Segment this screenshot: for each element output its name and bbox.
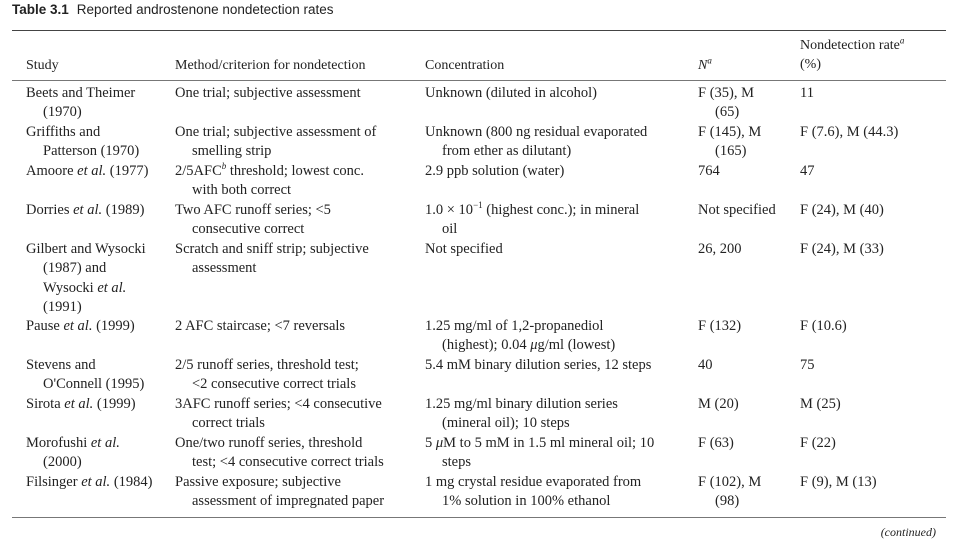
method-line: <2 consecutive correct trials bbox=[192, 376, 356, 393]
n-line: (98) bbox=[715, 493, 740, 510]
method-line bbox=[175, 163, 364, 179]
method-line: Passive exposure; subjective bbox=[175, 474, 341, 490]
conc-exponent: −1 bbox=[473, 200, 483, 211]
method-line: 2/5 runoff series, threshold test; bbox=[175, 357, 359, 373]
cell-method: 2 AFC staircase; <7 reversals bbox=[175, 318, 346, 334]
conc-line: (mineral oil); 10 steps bbox=[442, 415, 570, 432]
study-etal: et al. bbox=[63, 318, 93, 334]
cell-concentration bbox=[425, 434, 654, 473]
cell-study bbox=[26, 84, 135, 123]
study-author: Pause bbox=[26, 318, 60, 334]
study-line: (1991) bbox=[43, 298, 82, 315]
cell-study bbox=[26, 356, 144, 395]
method-line: smelling strip bbox=[192, 143, 272, 160]
cell-study bbox=[26, 162, 148, 181]
study-year: (1977) bbox=[109, 163, 149, 179]
cell-concentration bbox=[425, 201, 639, 240]
header-rate bbox=[800, 36, 904, 74]
study-line bbox=[26, 279, 146, 298]
cell-rate: 11 bbox=[800, 85, 814, 101]
method-note: b bbox=[221, 161, 227, 172]
cell-rate: F (22) bbox=[800, 435, 836, 451]
study-year: (1999) bbox=[96, 396, 136, 412]
header-n bbox=[698, 56, 712, 75]
cell-method bbox=[175, 240, 369, 279]
cell-method: One trial; subjective assessment bbox=[175, 85, 361, 101]
cell-study bbox=[26, 240, 146, 317]
cell-concentration bbox=[425, 317, 615, 356]
cell-rate: F (24), M (40) bbox=[800, 202, 884, 218]
cell-rate: 75 bbox=[800, 357, 815, 373]
conc-line bbox=[425, 202, 639, 218]
cell-method bbox=[175, 123, 376, 162]
cell-study bbox=[26, 201, 144, 220]
cell-rate: 47 bbox=[800, 163, 815, 179]
method-line: One/two runoff series, threshold bbox=[175, 435, 363, 451]
conc-line bbox=[425, 336, 615, 355]
cell-n: 764 bbox=[698, 163, 720, 179]
study-etal: et al. bbox=[97, 279, 127, 296]
conc-line: oil bbox=[442, 221, 458, 238]
conc-text: g/ml (lowest) bbox=[537, 337, 616, 354]
method-line: Scratch and sniff strip; subjective bbox=[175, 241, 369, 257]
table-header-rule bbox=[12, 80, 946, 81]
header-rate-label: Nondetection rate bbox=[800, 38, 900, 53]
cell-method bbox=[175, 434, 384, 473]
cell-concentration: 2.9 ppb solution (water) bbox=[425, 163, 565, 179]
conc-text: (highest); 0.04 bbox=[442, 337, 527, 354]
study-line: Stevens and bbox=[26, 357, 96, 373]
cell-concentration: 5.4 mM binary dilution series, 12 steps bbox=[425, 357, 652, 373]
header-n-note: a bbox=[707, 55, 712, 66]
cell-n: 40 bbox=[698, 357, 713, 373]
study-etal: et al. bbox=[81, 474, 111, 490]
study-year: (1989) bbox=[105, 202, 145, 218]
conc-text: (highest conc.); in mineral bbox=[486, 202, 640, 218]
cell-n: M (20) bbox=[698, 396, 739, 412]
method-line: assessment bbox=[192, 260, 257, 277]
cell-method bbox=[175, 356, 359, 395]
cell-n bbox=[698, 473, 761, 512]
study-author: Amoore bbox=[26, 163, 74, 179]
header-method: Method/criterion for nondetection bbox=[175, 58, 366, 73]
cell-n: 26, 200 bbox=[698, 241, 742, 257]
cell-method bbox=[175, 473, 384, 512]
study-etal: et al. bbox=[90, 435, 120, 451]
study-etal: et al. bbox=[77, 163, 107, 179]
cell-rate: M (25) bbox=[800, 396, 841, 412]
table-title: Reported androstenone nondetection rates bbox=[76, 2, 334, 17]
study-author: Dorries bbox=[26, 202, 70, 218]
cell-study bbox=[26, 317, 135, 336]
n-line: (165) bbox=[715, 143, 747, 160]
cell-n: Not specified bbox=[698, 202, 776, 218]
study-line: (1970) bbox=[43, 104, 82, 121]
study-author: Morofushi bbox=[26, 435, 88, 451]
header-rate-unit: (%) bbox=[800, 57, 821, 72]
cell-concentration bbox=[425, 395, 618, 434]
cell-concentration bbox=[425, 123, 647, 162]
study-author: Filsinger bbox=[26, 474, 78, 490]
cell-study bbox=[26, 473, 152, 492]
cell-study bbox=[26, 395, 136, 414]
conc-line: 1.25 mg/ml binary dilution series bbox=[425, 396, 618, 412]
study-etal: et al. bbox=[64, 396, 94, 412]
study-etal: et al. bbox=[73, 202, 103, 218]
continued-note: (continued) bbox=[880, 525, 936, 539]
conc-line: steps bbox=[442, 454, 471, 471]
method-line: test; <4 consecutive correct trials bbox=[192, 454, 384, 471]
table-bottom-rule bbox=[12, 517, 946, 518]
cell-n bbox=[698, 123, 761, 162]
header-rate-note: a bbox=[899, 35, 905, 46]
header-n-label: N bbox=[698, 58, 708, 73]
cell-method bbox=[175, 162, 364, 201]
study-line bbox=[26, 435, 120, 451]
study-line: Patterson (1970) bbox=[43, 143, 140, 160]
method-text: 2/5AFC bbox=[175, 163, 222, 179]
cell-method bbox=[175, 395, 382, 434]
study-year: (1999) bbox=[96, 318, 135, 334]
study-line: Gilbert and Wysocki bbox=[26, 241, 146, 257]
n-line: F (102), M bbox=[698, 474, 762, 490]
method-line: One trial; subjective assessment of bbox=[175, 124, 377, 140]
cell-concentration bbox=[425, 473, 641, 512]
table-caption bbox=[12, 2, 333, 17]
header-concentration: Concentration bbox=[425, 58, 505, 73]
cell-study bbox=[26, 123, 139, 162]
conc-line: 1.25 mg/ml of 1,2-propanediol bbox=[425, 318, 604, 334]
conc-line: 1 mg crystal residue evaporated from bbox=[425, 474, 642, 490]
cell-n bbox=[698, 84, 754, 123]
conc-text: M to 5 mM in 1.5 ml mineral oil; 10 bbox=[443, 435, 655, 451]
study-year: (2000) bbox=[43, 454, 82, 471]
conc-line: Unknown (800 ng residual evaporated bbox=[425, 124, 648, 140]
table-top-rule bbox=[12, 30, 946, 31]
conc-line: 1% solution in 100% ethanol bbox=[442, 493, 611, 510]
cell-rate: F (10.6) bbox=[800, 318, 847, 334]
n-line: F (145), M bbox=[698, 124, 762, 140]
method-line: assessment of impregnated paper bbox=[192, 493, 385, 510]
study-line: Beets and Theimer bbox=[26, 85, 136, 101]
cell-rate: F (24), M (33) bbox=[800, 241, 884, 257]
conc-mu: μ bbox=[530, 337, 538, 354]
study-line: Griffiths and bbox=[26, 124, 101, 140]
cell-concentration: Not specified bbox=[425, 241, 503, 257]
method-line: consecutive correct bbox=[192, 221, 305, 238]
conc-mu: μ bbox=[435, 435, 444, 451]
method-line: with both correct bbox=[192, 182, 292, 199]
conc-text: 1.0 × 10 bbox=[425, 202, 474, 218]
header-study: Study bbox=[26, 58, 59, 73]
cell-concentration: Unknown (diluted in alcohol) bbox=[425, 85, 597, 101]
n-line: F (35), M bbox=[698, 85, 754, 101]
table-number: Table 3.1 bbox=[12, 2, 69, 17]
cell-method bbox=[175, 201, 331, 240]
method-text: threshold; lowest conc. bbox=[229, 163, 364, 179]
cell-study bbox=[26, 434, 120, 473]
cell-n: F (132) bbox=[698, 318, 742, 334]
study-line: (1987) and bbox=[43, 260, 107, 277]
n-line: (65) bbox=[715, 104, 740, 121]
method-line: Two AFC runoff series; <5 bbox=[175, 202, 331, 218]
method-line: correct trials bbox=[192, 415, 265, 432]
conc-line bbox=[425, 435, 654, 451]
study-line: O'Connell (1995) bbox=[43, 376, 145, 393]
cell-n: F (63) bbox=[698, 435, 734, 451]
cell-rate: F (9), M (13) bbox=[800, 474, 877, 490]
cell-rate: F (7.6), M (44.3) bbox=[800, 124, 899, 140]
study-author: Sirota bbox=[26, 396, 61, 412]
method-line: 3AFC runoff series; <4 consecutive bbox=[175, 396, 382, 412]
conc-text: 5 bbox=[425, 435, 433, 451]
study-author: Wysocki bbox=[43, 279, 94, 296]
conc-line: from ether as dilutant) bbox=[442, 143, 572, 160]
study-year: (1984) bbox=[113, 474, 153, 490]
